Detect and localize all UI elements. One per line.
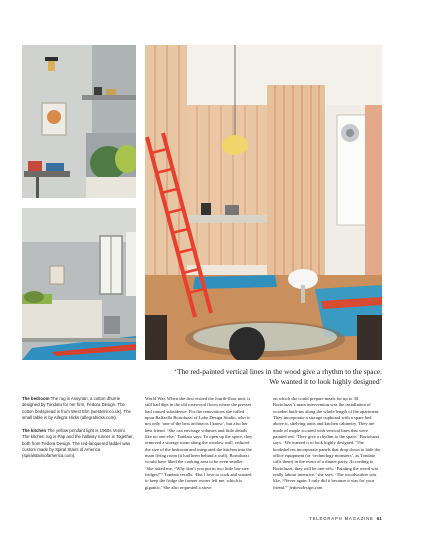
pull-quote	[146, 367, 382, 387]
pull-quote-line-2: We wanted it to look highly designed’	[269, 377, 382, 386]
caption-kitchen-text: The yellow pendant light is 1960s Venini. The kitchen rug is Pap and the hallway runner is Together, both from Fedora Design. The red-lacquered ladder was custom made by Spiral Stairs of America (spiralstairsofamerica.com).	[22, 428, 134, 459]
caption-bedroom-text: The rug is Assyrian, a cotton dhurrie designed by Tondato for her firm, Fedora Design. The cotton bedspread is from West Elm (westelm.co.uk). The small table is by Allegra Hicks (allegrahicks.com).	[22, 396, 131, 420]
caption-kitchen	[22, 428, 134, 459]
body-column-2-text: on which she could prepare meals for up to 30. Bortoluzzi’s main intervention was the installation of wooden built-ins along the whole length of the apartment. They incorporate a storage cupboard with a spare bed above it, shelving units and kitchen cabinetry. They are made of maple scoured with vertical lines that were painted red. ‘They give a rhythm to the space,’ Bortoluzzi says. ‘We wanted it to look highly designed.’ The bookshelves incorporate panels that drop down to hide the office equipment (or ‘technology monsters’, as Tondato calls them) in the event of a dinner party. According to Bortoluzzi, they will be one-offs. ‘Painting the wood was really labour intensive,’ she says. ‘The woodworker was like, “Never again. I only did it because it was for your friend.”’	[273, 396, 381, 490]
body-column-2	[273, 396, 381, 491]
photo-bedroom	[22, 208, 136, 360]
photo-kitchen	[145, 45, 382, 360]
credit-link: fedoradesign.com	[289, 484, 323, 490]
body-column-1: World War. When she first visited the fourth-floor unit, it still had dips in the old rosewood floors where the presses had caused subsidence. For the renovations she called upon Raffaella Bortoluzzi of Labo Design Studio, who is not only ‘one of the best architects I know’, but also her best friend. ‘She can envisage volumes and little details like no one else,’ Tondato says. To open up the space, they removed a storage room along the window wall, reduced the size of the bedroom and integrated the kitchen into the main living room (it had been behind a wall). Bortoluzzi would have liked the cooking area to be even smaller. ‘She asked me, “Why don’t you put in two little bar-size fridges?”’ Tondato recalls. ‘But I love to cook and wanted to keep the fridge the former owner left me, which is gigantic.’ She also requested a stove	[145, 396, 253, 490]
caption-kitchen-lead: The kitchen	[22, 428, 47, 433]
photo-bedroom-shelf	[22, 45, 136, 198]
caption-bedroom	[22, 396, 134, 421]
magazine-name: TELEGRAPH MAGAZINE	[309, 516, 374, 521]
pull-quote-line-1: ‘The red-painted vertical lines in the wood give a rhythm to the space.	[174, 367, 382, 376]
caption-bedroom-lead: The bedroom	[22, 396, 50, 401]
page-number: 61	[376, 516, 382, 521]
page-footer	[309, 516, 382, 521]
